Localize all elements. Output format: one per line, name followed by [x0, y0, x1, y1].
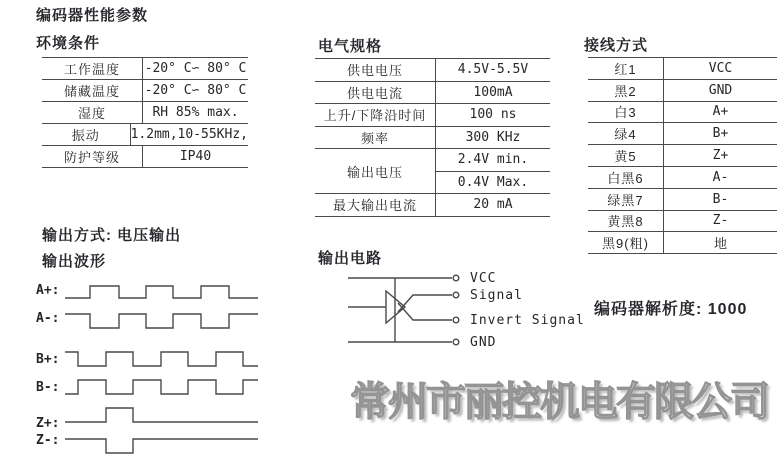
table-row	[588, 123, 777, 145]
table-row	[588, 189, 777, 211]
wire-signal: B+	[712, 126, 729, 142]
wire-label: 绿黑7	[588, 189, 664, 210]
param-label: 供电电流	[315, 82, 436, 104]
table-row	[315, 127, 550, 150]
channel-label-z-minus: Z-:	[36, 433, 60, 448]
wire-label: 黑9(粗)	[588, 232, 664, 253]
wire-signal: Z-	[712, 213, 729, 229]
table-row	[42, 124, 248, 146]
wire-signal: A+	[712, 104, 729, 120]
electrical-specs-table	[315, 58, 550, 217]
table-row	[315, 104, 550, 127]
table-row	[315, 59, 550, 82]
table-row	[588, 145, 777, 167]
channel-label-a-plus: A+:	[36, 283, 60, 298]
terminal-label-vcc: VCC	[470, 271, 497, 286]
table-row	[42, 80, 248, 102]
param-value: RH 85% max.	[152, 105, 239, 120]
wire-label: 黄黑8	[588, 211, 664, 232]
page-title: 编码器性能参数	[36, 7, 149, 24]
table-row	[588, 80, 777, 102]
param-value: 100mA	[473, 84, 513, 100]
table-row	[588, 102, 777, 124]
circuit-signal-line	[398, 295, 452, 312]
driver-triangle-icon	[386, 291, 405, 323]
param-label: 防护等级	[42, 146, 143, 167]
resolution-note: 编码器解析度: 1000	[594, 301, 748, 318]
wire-label: 黑2	[588, 80, 664, 101]
elec-section-title: 电气规格	[318, 38, 383, 55]
output-mode-title: 输出方式: 电压输出	[42, 227, 182, 244]
env-section-title: 环境条件	[36, 35, 101, 52]
param-label: 振动	[42, 124, 131, 145]
wire-label: 白3	[588, 102, 664, 123]
company-watermark: 常州市丽控机电有限公司	[350, 380, 768, 424]
param-label: 最大输出电流	[315, 194, 436, 216]
param-value: -20° C∽ 80° C	[144, 83, 247, 98]
terminal-dot-gnd	[453, 339, 459, 345]
table-row	[588, 58, 777, 80]
table-row-output-voltage	[315, 149, 550, 194]
param-value-min: 2.4V min.	[436, 149, 550, 172]
terminal-label-gnd: GND	[470, 335, 497, 350]
param-label: 频率	[315, 127, 436, 149]
wire-signal: 地	[713, 236, 727, 252]
wire-signal: GND	[708, 82, 733, 98]
terminal-label-invert-signal: Invert Signal	[470, 313, 585, 328]
channel-label-a-minus: A-:	[36, 311, 60, 326]
terminal-dot-invert	[453, 317, 459, 323]
circuit-section-title: 输出电路	[318, 250, 383, 267]
param-label: 上升/下降沿时间	[315, 104, 436, 126]
param-label: 供电电压	[315, 59, 436, 81]
wire-signal: VCC	[708, 60, 733, 76]
channel-label-b-plus: B+:	[36, 352, 60, 367]
waveform-section-title: 输出波形	[42, 253, 107, 270]
terminal-dot-signal	[453, 292, 459, 298]
waveform-z-plus	[65, 408, 258, 422]
waveform-b-minus	[65, 380, 258, 394]
wiring-section-title: 接线方式	[584, 37, 649, 54]
param-label: 储藏温度	[42, 80, 143, 101]
wire-label: 红1	[588, 58, 664, 79]
wire-signal: A-	[712, 169, 729, 185]
wire-label: 绿4	[588, 123, 664, 144]
param-value: 20 mA	[473, 197, 513, 213]
waveform-a-plus	[65, 286, 258, 298]
table-row	[315, 194, 550, 217]
waveform-b-plus	[65, 352, 258, 366]
channel-label-b-minus: B-:	[36, 380, 60, 395]
wire-signal: B-	[712, 191, 729, 207]
param-value: 300 KHz	[465, 129, 521, 145]
circuit-invert-line	[398, 303, 452, 320]
param-value: 4.5V-5.5V	[457, 62, 529, 78]
waveform-a-minus	[65, 314, 258, 328]
wire-label: 白黑6	[588, 167, 664, 188]
env-conditions-table	[42, 57, 248, 168]
table-row	[42, 102, 248, 124]
waveform-z-minus	[65, 439, 258, 453]
channel-label-z-plus: Z+:	[36, 416, 60, 431]
param-value: 1.2mm,10-55KHz,	[130, 127, 248, 142]
terminal-label-signal: Signal	[470, 288, 523, 303]
wire-signal: Z+	[712, 148, 729, 164]
wiring-table	[588, 57, 777, 254]
param-value: IP40	[179, 149, 212, 164]
terminal-dot-vcc	[453, 275, 459, 281]
param-label: 湿度	[42, 102, 143, 123]
wire-label: 黄5	[588, 145, 664, 166]
table-row	[588, 167, 777, 189]
table-row	[42, 58, 248, 80]
table-row	[315, 82, 550, 105]
table-row	[588, 211, 777, 233]
param-value-max: 0.4V Max.	[457, 174, 529, 190]
param-value: -20° C∽ 80° C	[144, 61, 247, 76]
param-value: 100 ns	[469, 107, 517, 123]
table-row	[588, 232, 777, 254]
param-label: 工作温度	[42, 58, 143, 79]
param-label: 输出电压	[315, 149, 436, 193]
table-row	[42, 146, 248, 168]
stacked-values	[436, 149, 550, 193]
